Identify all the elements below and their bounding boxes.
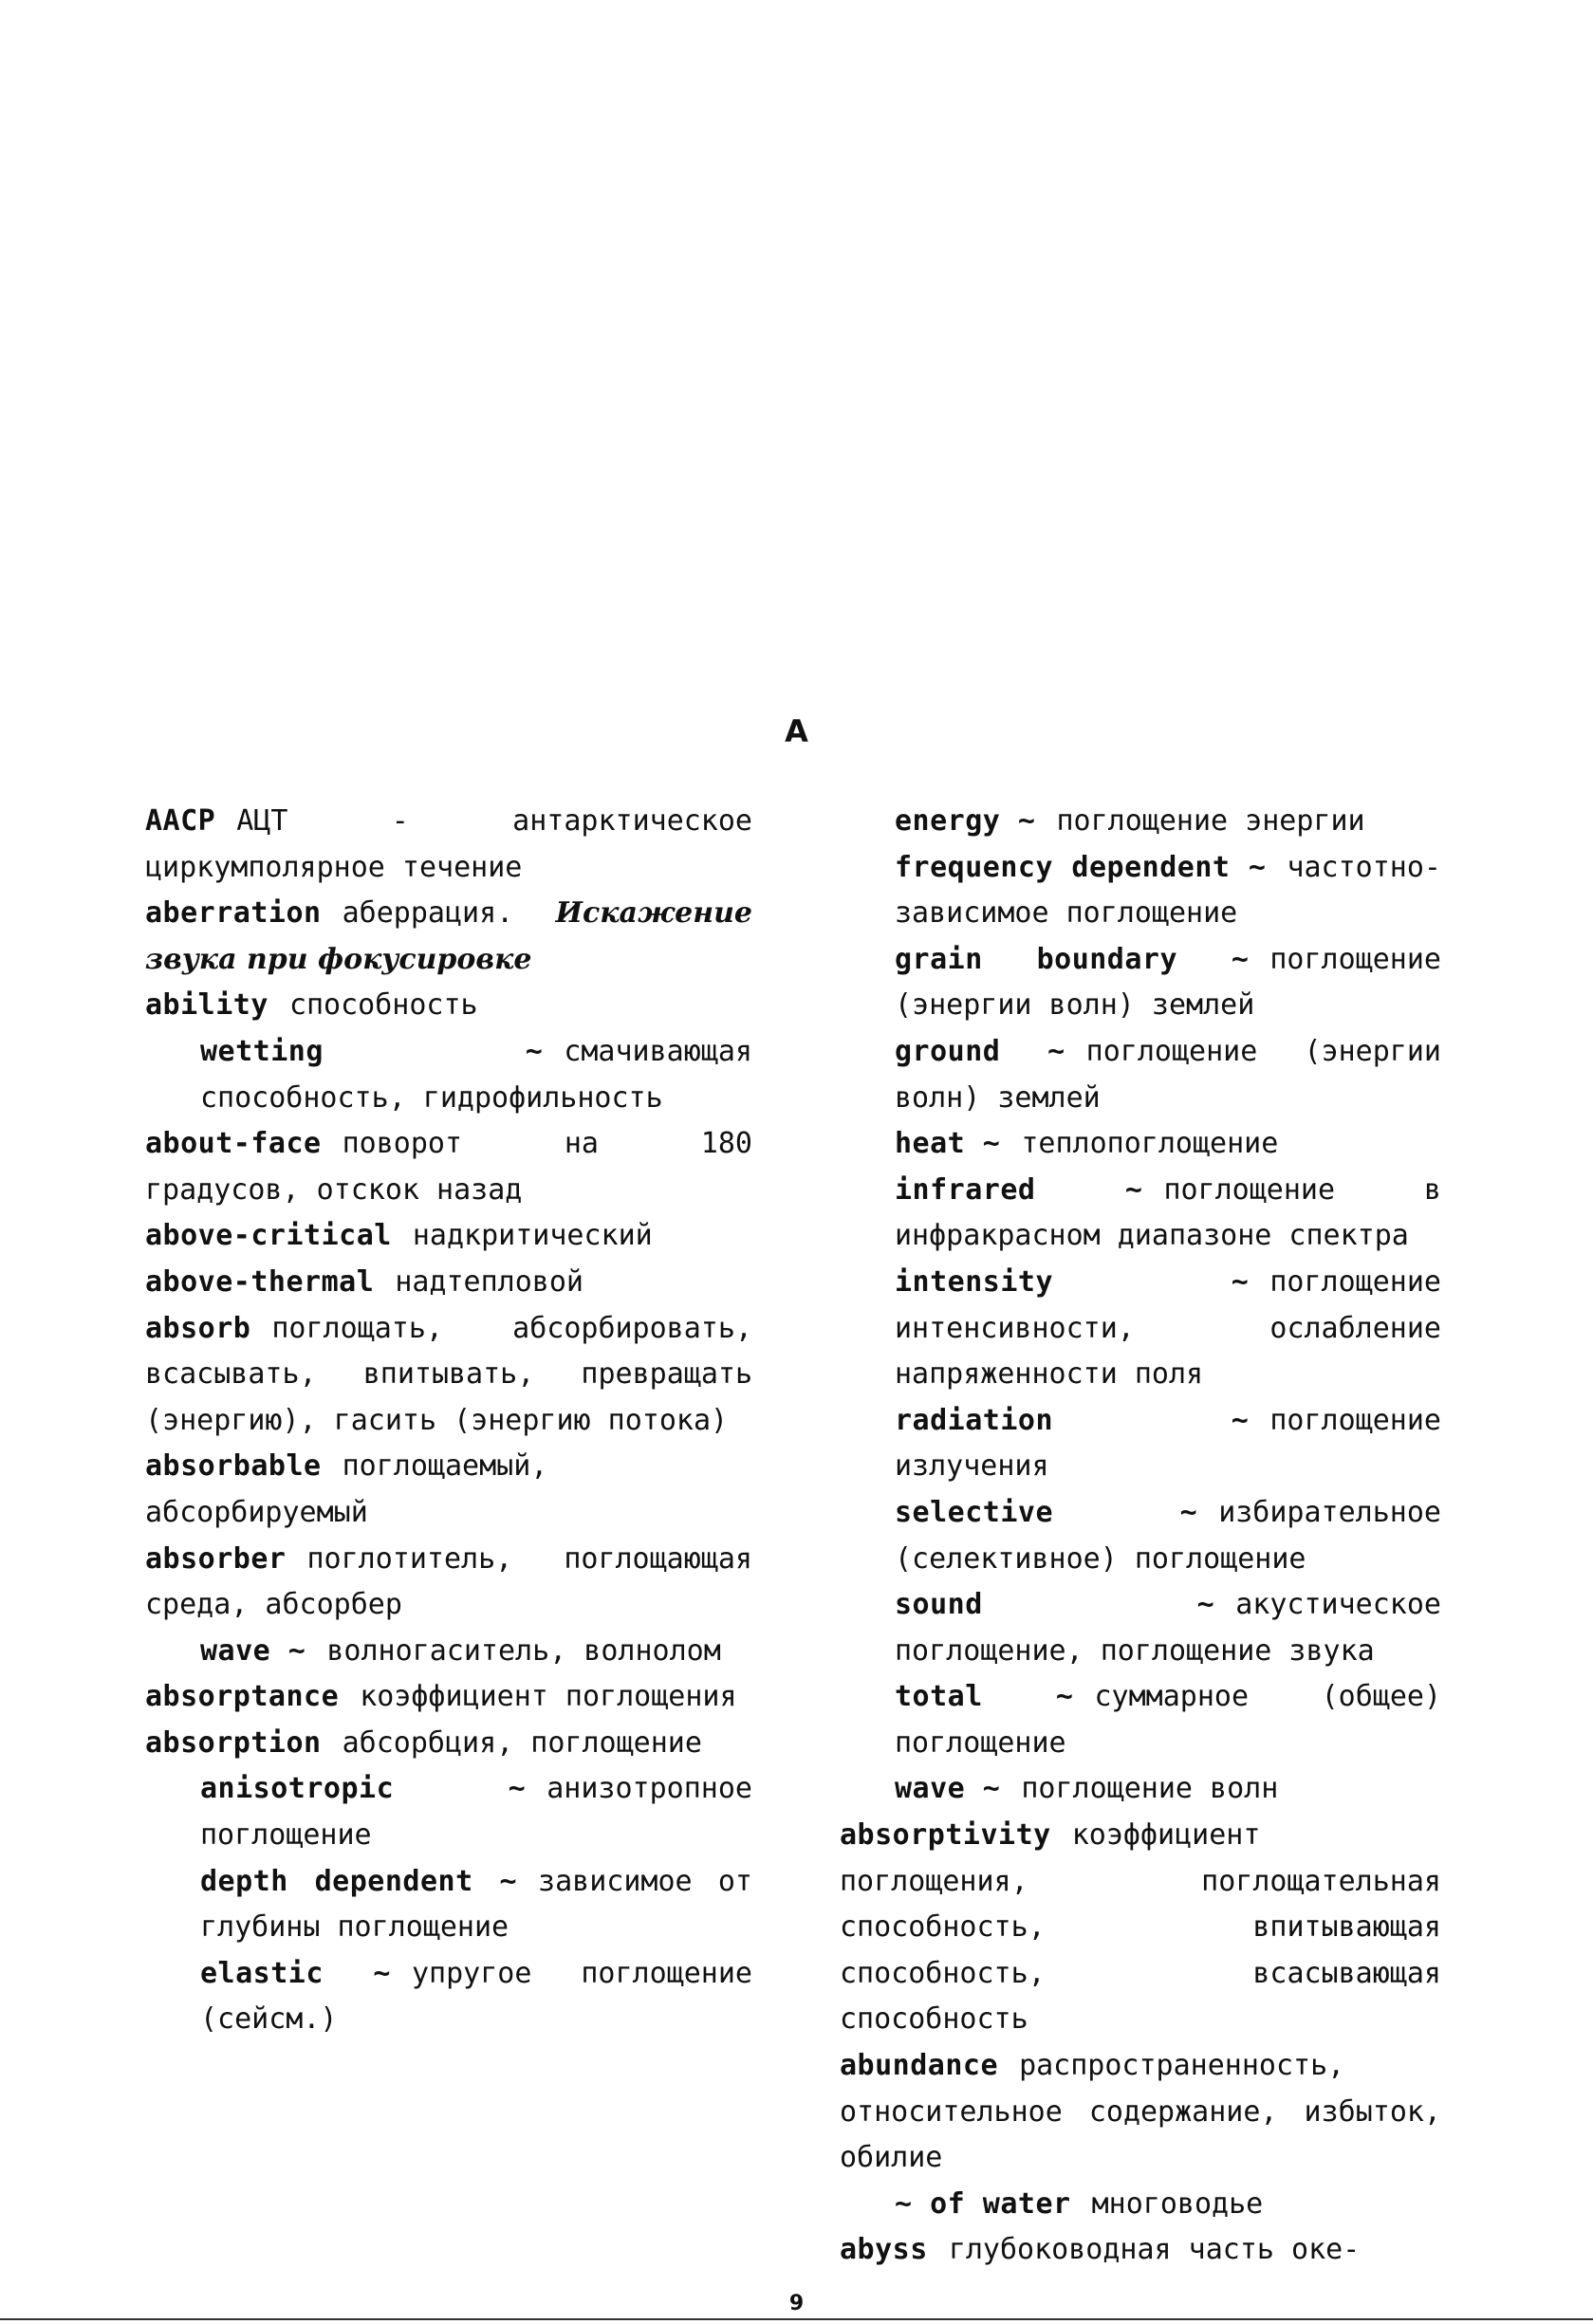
entry-abundance: [840, 2043, 1441, 2182]
entry-absorber: [145, 1537, 752, 1629]
entry-definition: способность: [288, 988, 478, 1023]
subentry-selective: [840, 1490, 1441, 1582]
entry-above-thermal: [145, 1260, 752, 1306]
page-bottom-rule: [0, 2318, 1593, 2320]
subentry-ground: [840, 1029, 1441, 1121]
entry-definition: АЦТ - антарктическое циркумполярное течение: [145, 804, 752, 884]
entry-absorptance: [145, 1674, 752, 1721]
entry-definition: поглощение волн: [1021, 1772, 1279, 1806]
entry-note: Искажение звука при фокусировке: [145, 896, 752, 976]
entry-definition: надкритический: [412, 1219, 653, 1253]
entry-definition: смачивающая способность, гидрофильность: [200, 1034, 752, 1115]
subentry-heat: [840, 1121, 1441, 1168]
subentry-radiation: [840, 1398, 1441, 1490]
entry-definition: упругое поглощение (сейсм.): [200, 1956, 752, 2037]
subentry-grain-boundary: [840, 937, 1441, 1029]
entry-definition: зависимое от глубины поглощение: [200, 1864, 752, 1945]
entry-definition: поглощение в инфракрасном диапазоне спектра: [895, 1172, 1441, 1253]
entry-definition: поглощаемый, абсорбируемый: [145, 1449, 548, 1529]
entry-term: aberration: [145, 896, 322, 931]
entry-about-face: [145, 1121, 752, 1213]
entry-definition: абсорбция, поглощение: [342, 1725, 702, 1760]
entry-definition: волногаситель, волнолом: [326, 1633, 721, 1668]
entry-abyss: [840, 2227, 1441, 2274]
entry-term: absorptivity: [840, 1818, 1051, 1853]
entry-term: elastic ~: [200, 1956, 391, 1990]
subentry-wetting: [145, 1029, 752, 1121]
entry-absorption: [145, 1721, 752, 1767]
left-column: [145, 799, 752, 2043]
entry-definition: многоводье: [1091, 2186, 1264, 2221]
entry-definition: глубоководная часть оке-: [948, 2233, 1361, 2267]
entry-definition: избирательное (селективное) поглощение: [895, 1495, 1441, 1576]
entry-definition: поглощение (энергии волн) землей: [895, 1034, 1441, 1115]
entry-term: grain boundary ~: [895, 942, 1250, 976]
entry-definition: поворот на 180 градусов, отскок назад: [145, 1127, 752, 1207]
entry-definition: поглотитель, поглощающая среда, абсорбер: [145, 1541, 752, 1622]
subentry-frequency-dependent: [840, 845, 1441, 937]
section-letter: A: [785, 713, 808, 749]
subentry-intensity: [840, 1260, 1441, 1398]
subentry-depth-dependent: [145, 1859, 752, 1951]
subentry-energy: [840, 799, 1441, 845]
page-number: 9: [788, 2292, 805, 2315]
entry-term: AACP: [145, 804, 216, 838]
entry-term: ground ~: [895, 1034, 1065, 1068]
entry-term: sound ~: [895, 1588, 1215, 1622]
entry-definition: поглощение излучения: [895, 1403, 1441, 1484]
entry-definition: коэффициент поглощения, поглощательная способность, впитывающая способность, всасывающая способность: [840, 1818, 1441, 2037]
entry-term: wetting ~: [200, 1034, 544, 1068]
entry-ability: [145, 983, 752, 1029]
entry-term: wave ~: [200, 1633, 306, 1668]
entry-term: absorber: [145, 1541, 287, 1576]
entry-definition: коэффициент поглощения: [360, 1680, 737, 1714]
entry-definition: поглощение интенсивности, ослабление напряженности поля: [895, 1264, 1441, 1392]
entry-term: depth dependent ~: [200, 1864, 518, 1898]
entry-above-critical: [145, 1213, 752, 1260]
entry-term: ~ of water: [895, 2186, 1071, 2221]
entry-aberration: [145, 891, 752, 983]
entry-term: intensity ~: [895, 1264, 1250, 1299]
entry-definition: акустическое поглощение, поглощение звука: [895, 1588, 1441, 1668]
entry-definition: частотно-зависимое поглощение: [895, 850, 1441, 931]
entry-term: absorbable: [145, 1449, 322, 1484]
subentry-wave-absorber: [145, 1629, 752, 1675]
entry-term: wave ~: [895, 1772, 1001, 1806]
entry-term: above-thermal: [145, 1264, 375, 1299]
subentry-sound: [840, 1582, 1441, 1674]
entry-term: abyss: [840, 2233, 928, 2267]
entry-term: above-critical: [145, 1219, 392, 1253]
entry-definition: поглощение энергии: [1056, 804, 1365, 838]
entry-term: frequency dependent ~: [895, 850, 1267, 884]
entry-term: energy ~: [895, 804, 1036, 838]
entry-term: selective ~: [895, 1495, 1198, 1529]
entry-term: infrared ~: [895, 1172, 1143, 1207]
entry-term: about-face: [145, 1127, 322, 1161]
entry-definition: теплопоглощение: [1021, 1127, 1279, 1161]
entry-term: anisotropic ~: [200, 1772, 527, 1806]
subentry-total: [840, 1674, 1441, 1766]
subentry-of-water: [840, 2182, 1441, 2228]
entry-aacp: [145, 799, 752, 891]
entry-term: absorb: [145, 1311, 251, 1345]
entry-definition: анизотропное поглощение: [200, 1772, 752, 1853]
subentry-wave-absorption: [840, 1766, 1441, 1813]
entry-term: heat ~: [895, 1127, 1001, 1161]
entry-term: radiation ~: [895, 1403, 1250, 1437]
entry-absorbable: [145, 1444, 752, 1536]
subentry-elastic: [145, 1951, 752, 2043]
entry-term: abundance: [840, 2049, 999, 2083]
entry-term: absorption: [145, 1725, 322, 1760]
entry-definition: надтепловой: [395, 1264, 583, 1299]
entry-definition: аберрация.: [342, 896, 514, 931]
entry-definition: распространенность, относительное содержание, избыток, обилие: [840, 2049, 1441, 2175]
subentry-infrared: [840, 1168, 1441, 1260]
entry-definition: поглощение (энергии волн) землей: [895, 942, 1441, 1023]
entry-term: ability: [145, 988, 269, 1023]
entry-absorptivity: [840, 1813, 1441, 2043]
entry-term: absorptance: [145, 1680, 340, 1714]
right-column: [840, 799, 1441, 2274]
entry-term: total ~: [895, 1680, 1074, 1714]
entry-absorb: [145, 1306, 752, 1445]
entry-definition: суммарное (общее) поглощение: [895, 1680, 1442, 1760]
entry-definition: поглощать, абсорбировать, всасывать, впитывать, превращать (энергию), гасить (энергию потока): [145, 1311, 752, 1437]
subentry-anisotropic: [145, 1766, 752, 1858]
